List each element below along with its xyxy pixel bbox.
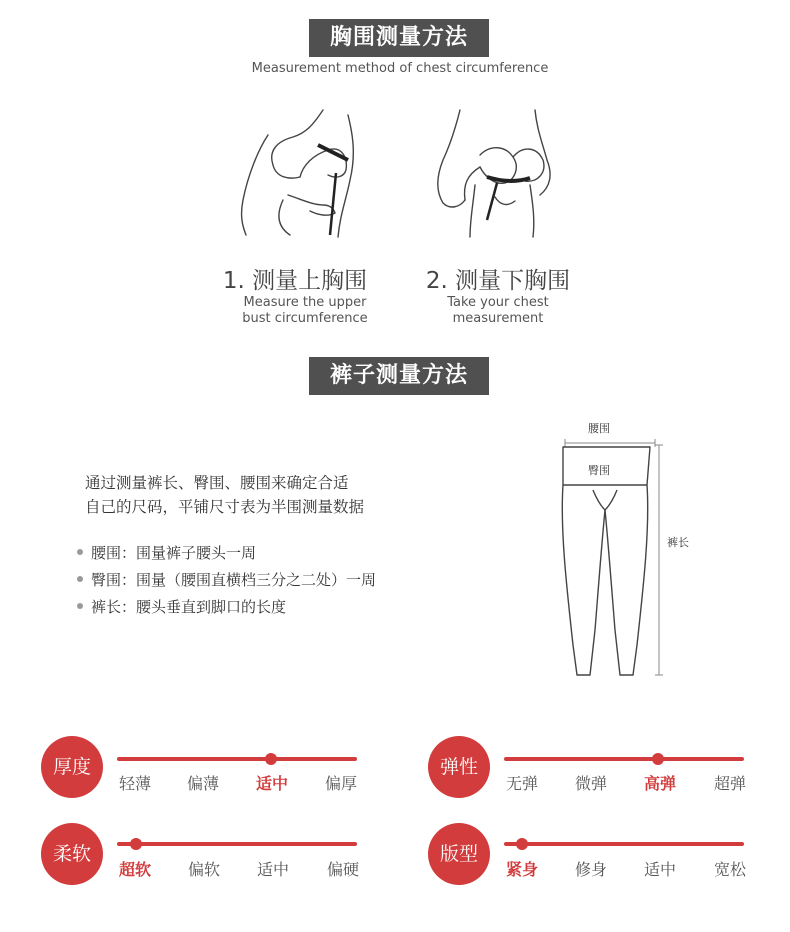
- elasticity-option-4: 超弹: [713, 774, 746, 793]
- bullet-dot-icon: [77, 576, 83, 582]
- thickness-track: [117, 757, 357, 761]
- bullet-waist-text: 腰围：围量裤子腰头一周: [91, 544, 257, 562]
- thickness-option-3: 适中: [255, 774, 288, 793]
- fit-option-3: 适中: [643, 860, 676, 879]
- pants-description-line1: 通过测量裤长、臀围、腰围来确定合适: [85, 474, 349, 492]
- thickness-option-1: 轻薄: [118, 774, 151, 793]
- fit-option-4: 宽松: [713, 860, 746, 879]
- bullet-length: [77, 596, 286, 617]
- chest-section-subtitle: Measurement method of chest circumference: [251, 61, 549, 76]
- thickness-badge: 厚度: [41, 736, 103, 798]
- bullet-hip: [77, 569, 376, 590]
- step-2-subtitle-line1: Take your chest: [447, 295, 549, 310]
- elasticity-option-1: 无弹: [505, 774, 538, 793]
- upper-bust-illustration: [228, 105, 378, 240]
- softness-option-2: 偏软: [187, 860, 220, 879]
- thickness-knob: [265, 753, 277, 765]
- bullet-hip-text: 臀围：围量（腰围直横档三分之二处）一周: [91, 571, 377, 589]
- step-2-title: 2. 测量下胸围: [425, 268, 571, 294]
- thickness-option-4: 偏厚: [324, 774, 357, 793]
- bullet-waist: [77, 542, 256, 563]
- pants-description-line2: 自己的尺码，平铺尺寸表为半围测量数据: [85, 498, 365, 516]
- step-1-title: 1. 测量上胸围: [222, 268, 368, 294]
- fit-knob: [516, 838, 528, 850]
- pants-description: [85, 471, 364, 519]
- elasticity-track: [504, 757, 744, 761]
- elasticity-option-3: 高弹: [643, 774, 676, 793]
- elasticity-knob: [652, 753, 664, 765]
- softness-option-4: 偏硬: [326, 860, 359, 879]
- thickness-option-2: 偏薄: [186, 774, 219, 793]
- step-1-subtitle-line1: Measure the upper: [243, 295, 367, 310]
- softness-track: [117, 842, 357, 846]
- softness-knob: [130, 838, 142, 850]
- chest-section-title: 胸围测量方法: [309, 19, 489, 57]
- step-1-subtitle: [205, 295, 405, 327]
- pants-section-title: 裤子测量方法: [309, 357, 489, 395]
- elasticity-option-2: 微弹: [574, 774, 607, 793]
- under-bust-illustration: [425, 105, 575, 240]
- fit-track: [504, 842, 744, 846]
- elasticity-badge: 弹性: [428, 736, 490, 798]
- bullet-length-text: 裤长：腰头垂直到脚口的长度: [91, 598, 287, 616]
- step-2-subtitle-line2: measurement: [452, 311, 544, 326]
- waist-label: 腰围: [588, 422, 610, 435]
- bullet-dot-icon: [77, 549, 83, 555]
- fit-badge: 版型: [428, 823, 490, 885]
- length-label: 裤长: [667, 536, 689, 549]
- fit-option-1: 紧身: [505, 860, 538, 879]
- hip-label: 臀围: [588, 464, 610, 477]
- softness-option-1: 超软: [118, 860, 151, 879]
- pants-diagram: [555, 430, 670, 685]
- step-2-subtitle: [398, 295, 598, 327]
- fit-option-2: 修身: [574, 860, 607, 879]
- softness-badge: 柔软: [41, 823, 103, 885]
- bullet-dot-icon: [77, 603, 83, 609]
- softness-option-3: 适中: [256, 860, 289, 879]
- step-1-subtitle-line2: bust circumference: [242, 311, 368, 326]
